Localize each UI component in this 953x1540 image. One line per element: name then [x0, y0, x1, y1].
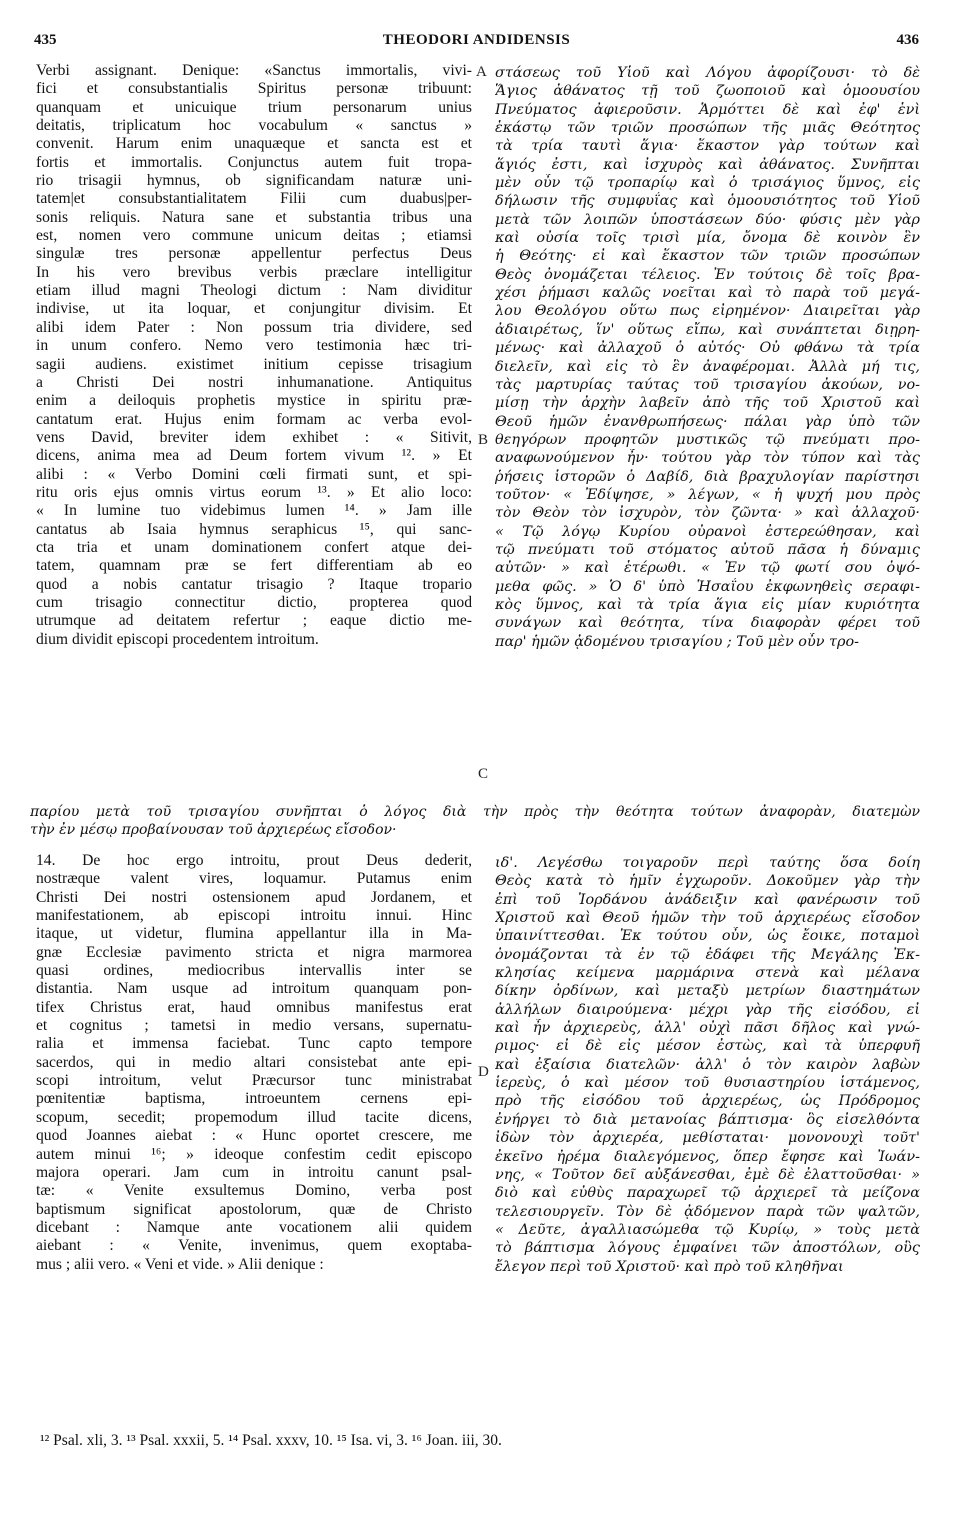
latin-column-bottom — [36, 852, 472, 1274]
text-line: tatem, quamnam præ se fert differentiam ab eo — [36, 557, 472, 575]
text-line: διὸ καὶ εὐθὺς παραχωρεῖ τῷ ἀρχιερεῖ τὰ μείζονα — [495, 1185, 920, 1202]
text-line: διελεῖν, καὶ εἰς τὸ ἓν ἀναφέρομαι. Ἀλλὰ μή τις, — [495, 358, 920, 375]
text-line: utrumque ad deitatem refertur ; eaque dictio me- — [36, 612, 472, 630]
margin-letter-b: B — [478, 432, 489, 448]
text-line: fici et consubstantialis Spiritus personæ tribuunt: — [36, 80, 472, 98]
text-line: et cognitus ; tametsi in medio versans, supernatu- — [36, 1017, 472, 1035]
text-line: ὀνομάζονται τὰ ἐν τῷ ἐδάφει τῆς Μεγάλης Ἐκ- — [495, 946, 920, 963]
text-line: sonis reliquis. Natura sane et substantia tribus una — [36, 208, 472, 226]
text-line: mus ; alii vero. « Veni et vide. » Alii denique : — [36, 1255, 324, 1273]
text-line: ἐπὶ τοῦ Ἰορδάνου ἀνάδειξιν καὶ φανέρωσιν τοῦ — [495, 891, 920, 908]
text-line: Πνεύματος ἀφιεροῦσιν. Ἁρμόττει δὲ καὶ ἐφ' ἑνὶ — [495, 101, 920, 118]
text-line: ιδ'. Λεγέσθω τοιγαροῦν περὶ ταύτης ὅσα δοίη — [495, 855, 920, 871]
text-line: μίσῃ τὴν ἀρχὴν λαβεῖν ἀπὸ τῆς τοῦ Χριστοῦ καὶ — [495, 395, 920, 412]
text-line: καὶ ἦν ἀρχιερεὺς, ἀλλ' οὐχὶ πᾶσι δῆλος καὶ γνώ- — [495, 1020, 920, 1037]
right-page-number: 436 — [896, 32, 919, 48]
text-line: Christi Dei nostri ostensionem apud Jordanem, et — [36, 888, 472, 906]
text-line: « Τῷ λόγῳ Κυρίου οὐρανοὶ ἐστερεώθησαν, καὶ — [495, 523, 920, 540]
text-line: ralia et immensa faciebat. Tunc capto tempore — [36, 1035, 472, 1053]
text-line: cum trisagio connectitur dictio, propterea quod — [36, 593, 472, 611]
running-header — [34, 32, 919, 56]
text-line: μένως· καὶ ἀλλαχοῦ ὁ αὐτός· Οὐ φθάνω τὰ τρία — [495, 340, 920, 357]
text-line: τελεσιουργεῖν. Τὸν δὲ ᾀδόμενον παρὰ τῶν ψαλτῶν, — [495, 1203, 920, 1220]
text-line: τῷ πνεύματι τοῦ στόματος αὐτοῦ πᾶσα ἡ δύναμις — [495, 541, 920, 558]
text-line: δίκην ὀρδίνων, καὶ μεταξὺ μετρίων διαστημάτων — [495, 983, 920, 1000]
text-line: manifestationem, ab episcopi introitu innui. Hinc — [36, 907, 472, 925]
text-line: πρὸ τῆς εἰσόδου τοῦ ἀρχιερέως, ὡς Πρόδρομος — [495, 1093, 920, 1110]
text-line: Ἅγιος ἀθάνατος τῇ τοῦ ζωοποιοῦ καὶ ὁμοουσίου — [495, 83, 920, 100]
text-line: a Christi Dei nostri inhumanatione. Antiquitus — [36, 373, 472, 391]
text-line: ῥήσεις ἱστορῶν ὁ Δαβίδ, διὰ βραχυλογίαν παρίστησι — [495, 468, 920, 485]
text-line: pœnitentiæ baptisma, introeuntem cernens epi- — [36, 1090, 472, 1108]
text-line: στάσεως τοῦ Υἱοῦ καὶ Λόγου ἀφορίζουσι· τὸ δὲ — [495, 65, 920, 81]
text-line: αναφωνούμενον ἦν· τούτου γὰρ τὸν τύπον καὶ τὰς — [495, 450, 920, 467]
text-line: quod Joannes aiebat : « Hunc oportet crescere, me — [36, 1127, 472, 1145]
footnotes: ¹² Psal. xli, 3. ¹³ Psal. xxxii, 5. ¹⁴ Psal. xxxv, 10. ¹⁵ Isa. vi, 3. ¹⁶ Joan. iii, 30. — [40, 1432, 502, 1449]
text-line: Θεὸς ὀνομάζεται τέλειος. Ἐν τούτοις δὲ τοῖς βρα- — [495, 266, 920, 283]
text-line: λου Θεολόγου οὕτω πως εἰρημένον· Διαιρεῖται γὰρ — [495, 303, 920, 320]
text-line: itaque, ut videtur, flumina appellantur illa in Ma- — [36, 925, 472, 943]
text-line: in unum confero. Nemo vero testimonia hæc tri- — [36, 337, 472, 355]
text-line: indivise, ut ita loquar, et conjungitur divisim. Et — [36, 300, 472, 318]
text-line: ἀδιαιρέτως, ἵν' οὕτως εἴπω, καὶ συνάπτεται διῃρη- — [495, 321, 920, 338]
text-line: est, nomen vero commune unicum deitas ; etiamsi — [36, 227, 472, 245]
text-line: sagii audiens. existimet initium cepisse trisagium — [36, 355, 472, 373]
greek-column-top — [495, 64, 920, 651]
text-line: fortis et immortalis. Conjunctus autem fuit tropa- — [36, 153, 472, 171]
text-line: quod a nobis cantatur trisagio ? Itaque tropario — [36, 575, 472, 593]
text-line: θεηγόρων προφητῶν μυστικῶς τῷ πνεύματι προ- — [495, 431, 920, 448]
full-width-greek-line — [30, 803, 920, 839]
text-line: τὰς μαρτυρίας ταύτας τοῦ τρισαγίου ἀκούων, νο- — [495, 376, 920, 393]
text-line: cta tria et unam dominationem confert atque dei- — [36, 538, 472, 556]
text-line: καὶ ἐξαίσια διατελῶν· ἀλλ' ὁ τὸν καιρὸν λαβὼν — [495, 1056, 920, 1073]
text-line: quasi ordines, mediocribus intervallis inter se — [36, 962, 472, 980]
text-line: αὐτῶν· » καὶ ἑτέρωθι. « Ἐν τῷ φωτί σου ὀψό- — [495, 560, 920, 577]
text-line: ριμος· εἰ δὲ εἰς μέσον ἐστὼς, καὶ τὰ ὑπερφυῆ — [495, 1038, 920, 1055]
text-line: quanquam et unicuique trium personarum unius — [36, 98, 472, 116]
text-line: etiam illud magni Theologi dictum : Nam dividitur — [36, 282, 472, 300]
text-line: τὰ τρία ταυτὶ ἅγια· ἕκαστον γὰρ τούτων καὶ — [495, 138, 920, 155]
text-line: scopi introitum, velut Præcursor tunc ministrabat — [36, 1072, 472, 1090]
text-line: καὶ οὐσία τοῖς τρισὶ μία, ὄνομα δὲ κοινὸν ἓν — [495, 230, 920, 247]
text-line: vens David, breviter idem exhibet : « Sitivit, — [36, 428, 472, 446]
text-line: cantatus ab Isaia hymnus seraphicus ¹⁵, qui sanc- — [36, 520, 472, 538]
text-line: tæ: « Venite exsultemus Domino, verba post — [36, 1182, 472, 1200]
text-line: tifex Christus erat, haud omnibus manifestus erat — [36, 998, 472, 1016]
text-line: Θεοῦ ἡμῶν ἐνανθρωπήσεως· πάλαι γὰρ ὑπὸ τῶν — [495, 413, 920, 430]
text-line: nostræque valent vires, loquamur. Putamus enim — [36, 870, 472, 888]
text-line: παρίου μετὰ τοῦ τρισαγίου συνῆπται ὁ λόγος διὰ τὴν πρὸς τὴν θεότητα τούτων ἀναφορὰν, διατεμὼν — [30, 804, 920, 820]
text-line: ἐνήργει τὸ διὰ μετανοίας βάπτισμα· ὃς εἰσελθόντα — [495, 1111, 920, 1128]
text-line: δήλωσιν τῆς συμφυΐας καὶ ὁμοουσιότητος τοῦ Υἱοῦ — [495, 193, 920, 210]
text-line: autem minui ¹⁶; » ideoque confestim cedit episcopo — [36, 1145, 472, 1163]
text-line: tatem|et consubstantialitatem Filii cum duabus|per- — [36, 190, 472, 208]
text-line: ἡ Θεότης· εἰ καὶ ἕκαστον τῶν τριῶν προσώπων — [495, 248, 920, 265]
text-line: ἐκεῖνο ἠρέμα διαλεγόμενος, ὅπερ ἔφησε καὶ Ἰωάν- — [495, 1148, 920, 1165]
text-line: alibi idem Pater : Non possum tria dividere, sed — [36, 318, 472, 336]
text-line: τὸ βάπτισμα λόγους ἐμφαίνει τῶν ἀποστόλων, οὓς — [495, 1240, 920, 1257]
latin-column-top — [36, 62, 472, 649]
text-line: dicebant : Namque ante vocationem alii quidem — [36, 1218, 472, 1236]
text-line: χέσι ῥήμασι καλῶς νοεῖται καὶ τὸ παρὰ τοῦ μεγά- — [495, 285, 920, 302]
text-line: distantia. Nam usque ad introitum quanquam pon- — [36, 980, 472, 998]
text-line: ἰδὼν τὸν ἀρχιερέα, μεθίσταται· μονονουχὶ τοῦτ' — [495, 1130, 920, 1147]
text-line: « In lumine tuo videbimus lumen ¹⁴. » Jam ille — [36, 502, 472, 520]
text-line: μεθα φῶς. » Ὁ δ' ὑπὸ Ἡσαΐου ἐκφωνηθεὶς σεραφι- — [495, 578, 920, 595]
text-line: νης, « Τοῦτον δεῖ αὐξάνεσθαι, ἐμὲ δὲ ἐλαττοῦσθαι· » — [495, 1166, 920, 1183]
text-line: παρ' ἡμῶν ᾀδομένου τρισαγίου ; Τοῦ μὲν οὖν τρο- — [495, 633, 859, 650]
text-line: ἀλλήλων διαιρούμενα· μέχρι γὰρ τῆς εἰσόδου, εἰ — [495, 1001, 920, 1018]
text-line: dicens, anima mea ad Deum fortem vivum ¹². » Et — [36, 447, 472, 465]
text-line: scopum, secedit; propemodum illud tacite dicens, — [36, 1108, 472, 1126]
text-line: ἅγιός ἐστι, καὶ ἰσχυρὸς καὶ ἀθάνατος. Συνῆπται — [495, 156, 920, 173]
text-line: ἔλεγον περὶ τοῦ Χριστοῦ· καὶ πρὸ τοῦ κληθῆναι — [495, 1258, 844, 1275]
text-line: convenit. Harum enim unaquæque et sancta est et — [36, 135, 472, 153]
text-line: Χριστοῦ καὶ Θεοῦ ἡμῶν τὴν τοῦ ἀρχιερέως εἴσοδον — [495, 910, 920, 927]
text-line: κὸς ὕμνος, καὶ τὰ τρία ἅγια εἰς μίαν κυριότητα — [495, 596, 920, 613]
text-line: dium dividit episcopi procedentem introitum. — [36, 630, 319, 648]
text-line: In his vero brevibus verbis præclare intelligitur — [36, 263, 472, 281]
text-line: baptismum significat apostolorum, quæ de Christo — [36, 1200, 472, 1218]
text-line: Θεὸς κατὰ τὸ ἡμῖν ἐγχωροῦν. Δοκοῦμεν γὰρ τὴν — [495, 873, 920, 890]
text-line: τοῦτον· « Ἐδίψησε, » λέγων, « ἡ ψυχή μου πρὸς — [495, 486, 920, 503]
text-line: τὴν ἐν μέσῳ προβαίνουσαν τοῦ ἀρχιερέως εἴσοδον· — [30, 822, 397, 838]
text-line: μετὰ τῶν λοιπῶν ὑποστάσεων δύο· φύσις μὲν γὰρ — [495, 211, 920, 228]
text-line: « Δεῦτε, ἀγαλλιασώμεθα τῷ Κυρίῳ, » τοὺς μετὰ — [495, 1221, 920, 1238]
text-line: μὲν οὖν τῷ τροπαρίῳ καὶ ὁ τρισάγιος ὕμνος, εἰς — [495, 175, 920, 192]
left-page-number: 435 — [34, 32, 57, 48]
text-line: gnæ Ecclesiæ pavimento stricta et nigra marmorea — [36, 943, 472, 961]
text-line: aiebant : « Venite, invenimus, quem exoptaba- — [36, 1237, 472, 1255]
text-line: singulæ tres personæ appellentur perfectus Deus — [36, 245, 472, 263]
margin-letter-d: D — [478, 1064, 489, 1080]
text-line: enim a deiloquis prophetis mystice in spiritu præ- — [36, 392, 472, 410]
text-line: sacerdos, qui in medio altari consistebat ante epi- — [36, 1053, 472, 1071]
margin-letter-a: A — [476, 64, 487, 80]
text-line: κλησίας κείμενα μαρμάρινα στενὰ καὶ μέλανα — [495, 965, 920, 982]
greek-column-bottom — [495, 854, 920, 1276]
text-line: majora operari. Jam cum in introitu canunt psal- — [36, 1163, 472, 1181]
running-title: THEODORI ANDIDENSIS — [382, 32, 571, 48]
text-line: rio trisagii hymnus, ob significandam naturæ uni- — [36, 172, 472, 190]
text-line: alibi : « Verbo Domini cœli firmati sunt, et spi- — [36, 465, 472, 483]
text-line: ἑκάστῳ τῶν τριῶν προσώπων τῆς μιᾶς Θεότητος — [495, 120, 920, 137]
text-line: συνάγων καὶ θεότητα, τίνα διαφορὰν φέρει τοῦ — [495, 615, 920, 632]
margin-letter-c: C — [478, 766, 489, 782]
text-line: cantatum erat. Hujus enim formam ac verba evol- — [36, 410, 472, 428]
text-line: ἱερεὺς, ὁ καὶ μέσον τοῦ θυσιαστηρίου ἱστάμενος, — [495, 1075, 920, 1092]
text-line: deitatis, triplicatum hoc vocabulum « sanctus » — [36, 117, 472, 135]
text-line: Verbi assignant. Denique: «Sanctus immortalis, vivi- — [36, 62, 472, 79]
text-line: τὸν Θεὸν τὸν ἰσχυρὸν, τὸν ζῶντα· » καὶ ἀλλαχοῦ· — [495, 505, 920, 522]
text-line: ὑπαινίττεσθαι. Ἐκ τούτου οὖν, ὡς ἔοικε, ποταμοὶ — [495, 928, 920, 945]
text-line: ritu oris ejus omnis virtus eorum ¹³. » Et alio loco: — [36, 483, 472, 501]
text-line: 14. De hoc ergo introitu, prout Deus dederit, — [36, 852, 472, 869]
